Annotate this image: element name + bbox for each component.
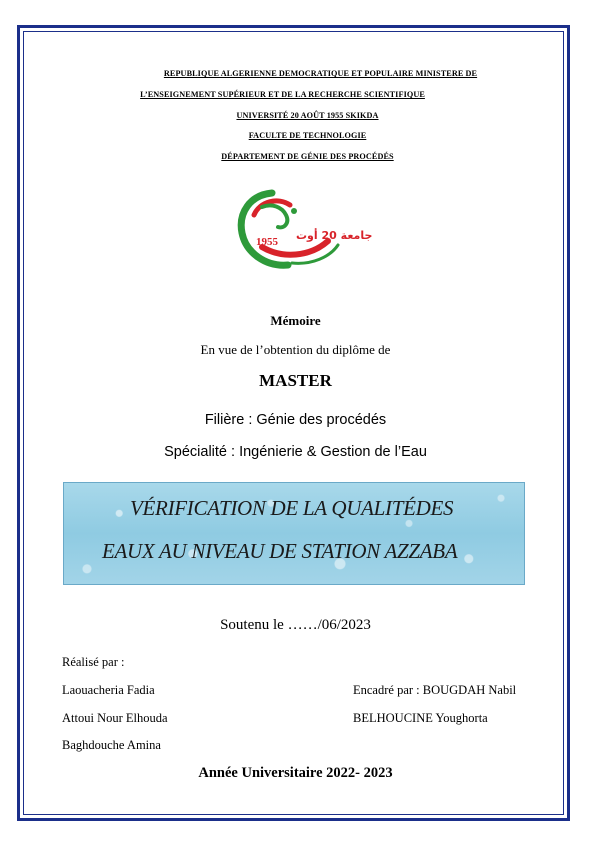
header-line-ministry: REPUBLIQUE ALGERIENNE DEMOCRATIQUE ET POPULAIRE MINISTERE DE <box>163 69 478 78</box>
thesis-field: Filière : Génie des procédés <box>204 412 387 428</box>
thesis-degree: MASTER <box>259 371 332 390</box>
header-line-higher-education: L’ENSEIGNEMENT SUPÉRIEUR ET DE LA RECHERCHE SCIENTIFIQUE <box>140 90 425 99</box>
supervisor-label: Encadré par : BOUGDAH Nabil <box>353 683 517 697</box>
header-line-department: DÉPARTEMENT DE GÉNIE DES PROCÉDÉS <box>221 152 394 161</box>
co-supervisor-name: BELHOUCINE Youghorta <box>353 711 488 725</box>
header-line-university: UNIVERSITÉ 20 AOÛT 1955 SKIKDA <box>236 111 379 120</box>
university-logo <box>232 185 373 275</box>
header-line-faculty: FACULTE DE TECHNOLOGIE <box>248 131 367 140</box>
author-name: Laouacheria Fadia <box>62 683 155 697</box>
logo-arabic-text: جامعة 20 أوت <box>296 229 373 242</box>
thesis-title-line2: EAUX AU NIVEAU DE STATION AZZABA <box>102 539 458 563</box>
authors-label: Réalisé par : <box>62 655 125 669</box>
thesis-purpose: En vue de l’obtention du diplôme de <box>200 342 391 357</box>
title-banner <box>63 482 525 585</box>
academic-year: Année Universitaire 2022- 2023 <box>198 765 393 781</box>
logo-year: 1955 <box>256 236 278 248</box>
defense-date: Soutenu le ……/06/2023 <box>220 617 371 633</box>
author-name: Attoui Nour Elhouda <box>62 711 168 725</box>
thesis-title-line1: VÉRIFICATION DE LA QUALITÉDES <box>130 496 454 520</box>
author-name: Baghdouche Amina <box>62 738 161 752</box>
thesis-specialty: Spécialité : Ingénierie & Gestion de l’Eau <box>164 444 427 460</box>
thesis-type: Mémoire <box>270 313 321 328</box>
